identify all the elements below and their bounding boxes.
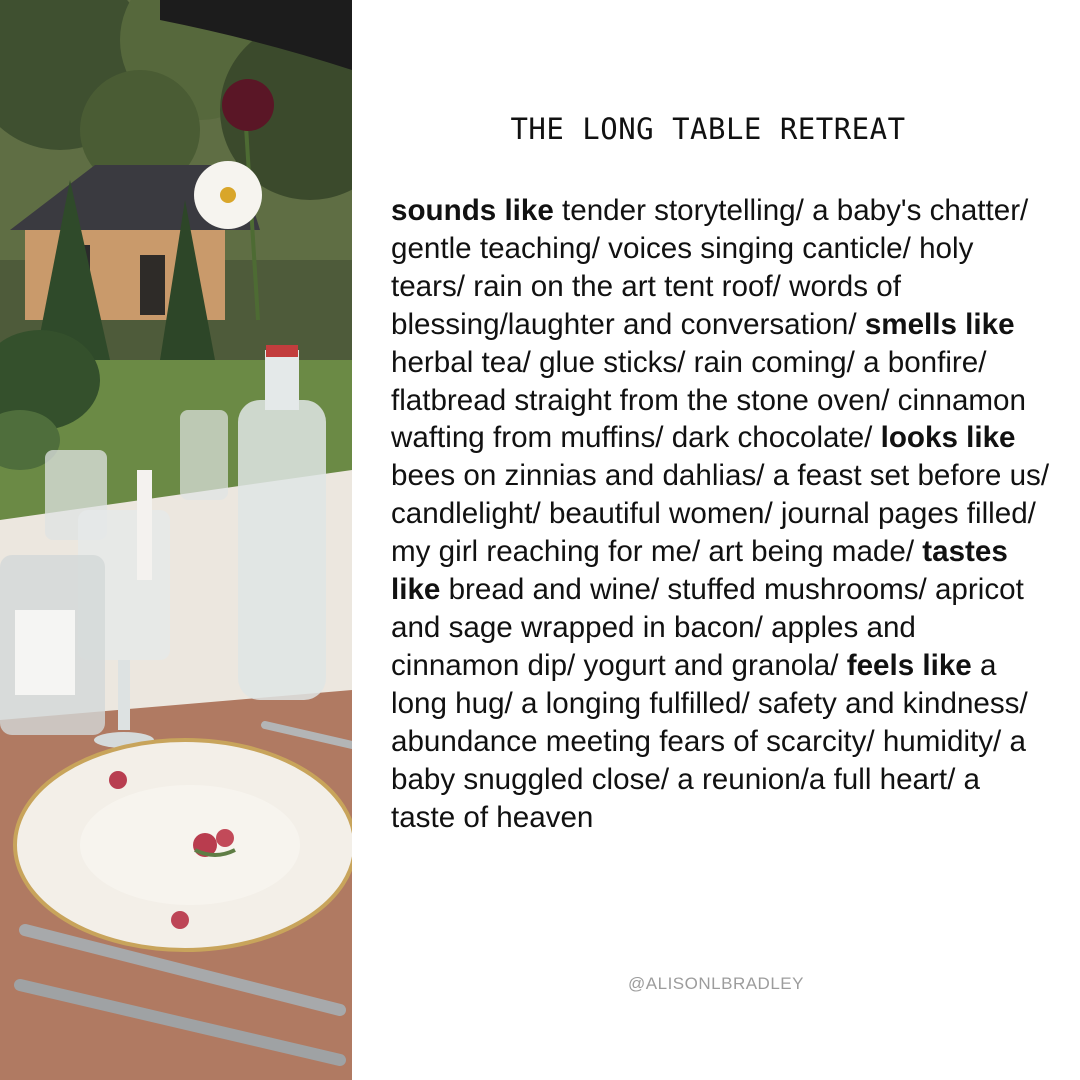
section-heading: sounds like	[391, 194, 554, 227]
section-text: herbal tea/ glue sticks/ rain coming/ a bonfire/ flatbread straight from the stone oven/ cinnamon wafting from muffins/ dark chocolate/	[391, 345, 1026, 455]
section-heading: feels like	[846, 648, 972, 682]
post-title: THE LONG TABLE RETREAT	[510, 112, 906, 146]
author-handle: @ALISONLBRADLEY	[628, 974, 804, 993]
section-heading: tastes like	[391, 535, 1008, 607]
table-setting-photo	[0, 0, 352, 1080]
post-body	[391, 192, 1051, 836]
text-panel	[352, 0, 1080, 1080]
section-heading: smells like	[864, 307, 1015, 341]
section-text: tender storytelling/ a baby's chatter/ gentle teaching/ voices singing canticle/ holy tears/ rain on the art tent roof/ words of blessing/laughter and conversation/	[391, 194, 1029, 341]
section-text: bees on zinnias and dahlias/ a feast set before us/ candlelight/ beautiful women/ journal pages filled/ my girl reaching for me/ art being made/	[391, 459, 1050, 569]
section-heading: looks like	[880, 421, 1016, 455]
section-text: bread and wine/ stuffed mushrooms/ apricot and sage wrapped in bacon/ apples and cinnamon dip/ yogurt and granola/	[391, 573, 1024, 682]
section-text: a long hug/ a longing fulfilled/ safety and kindness/ abundance meeting fears of scarcity/ humidity/ a baby snuggled close/ a reunion/a full heart/ a taste of heaven	[391, 648, 1028, 834]
